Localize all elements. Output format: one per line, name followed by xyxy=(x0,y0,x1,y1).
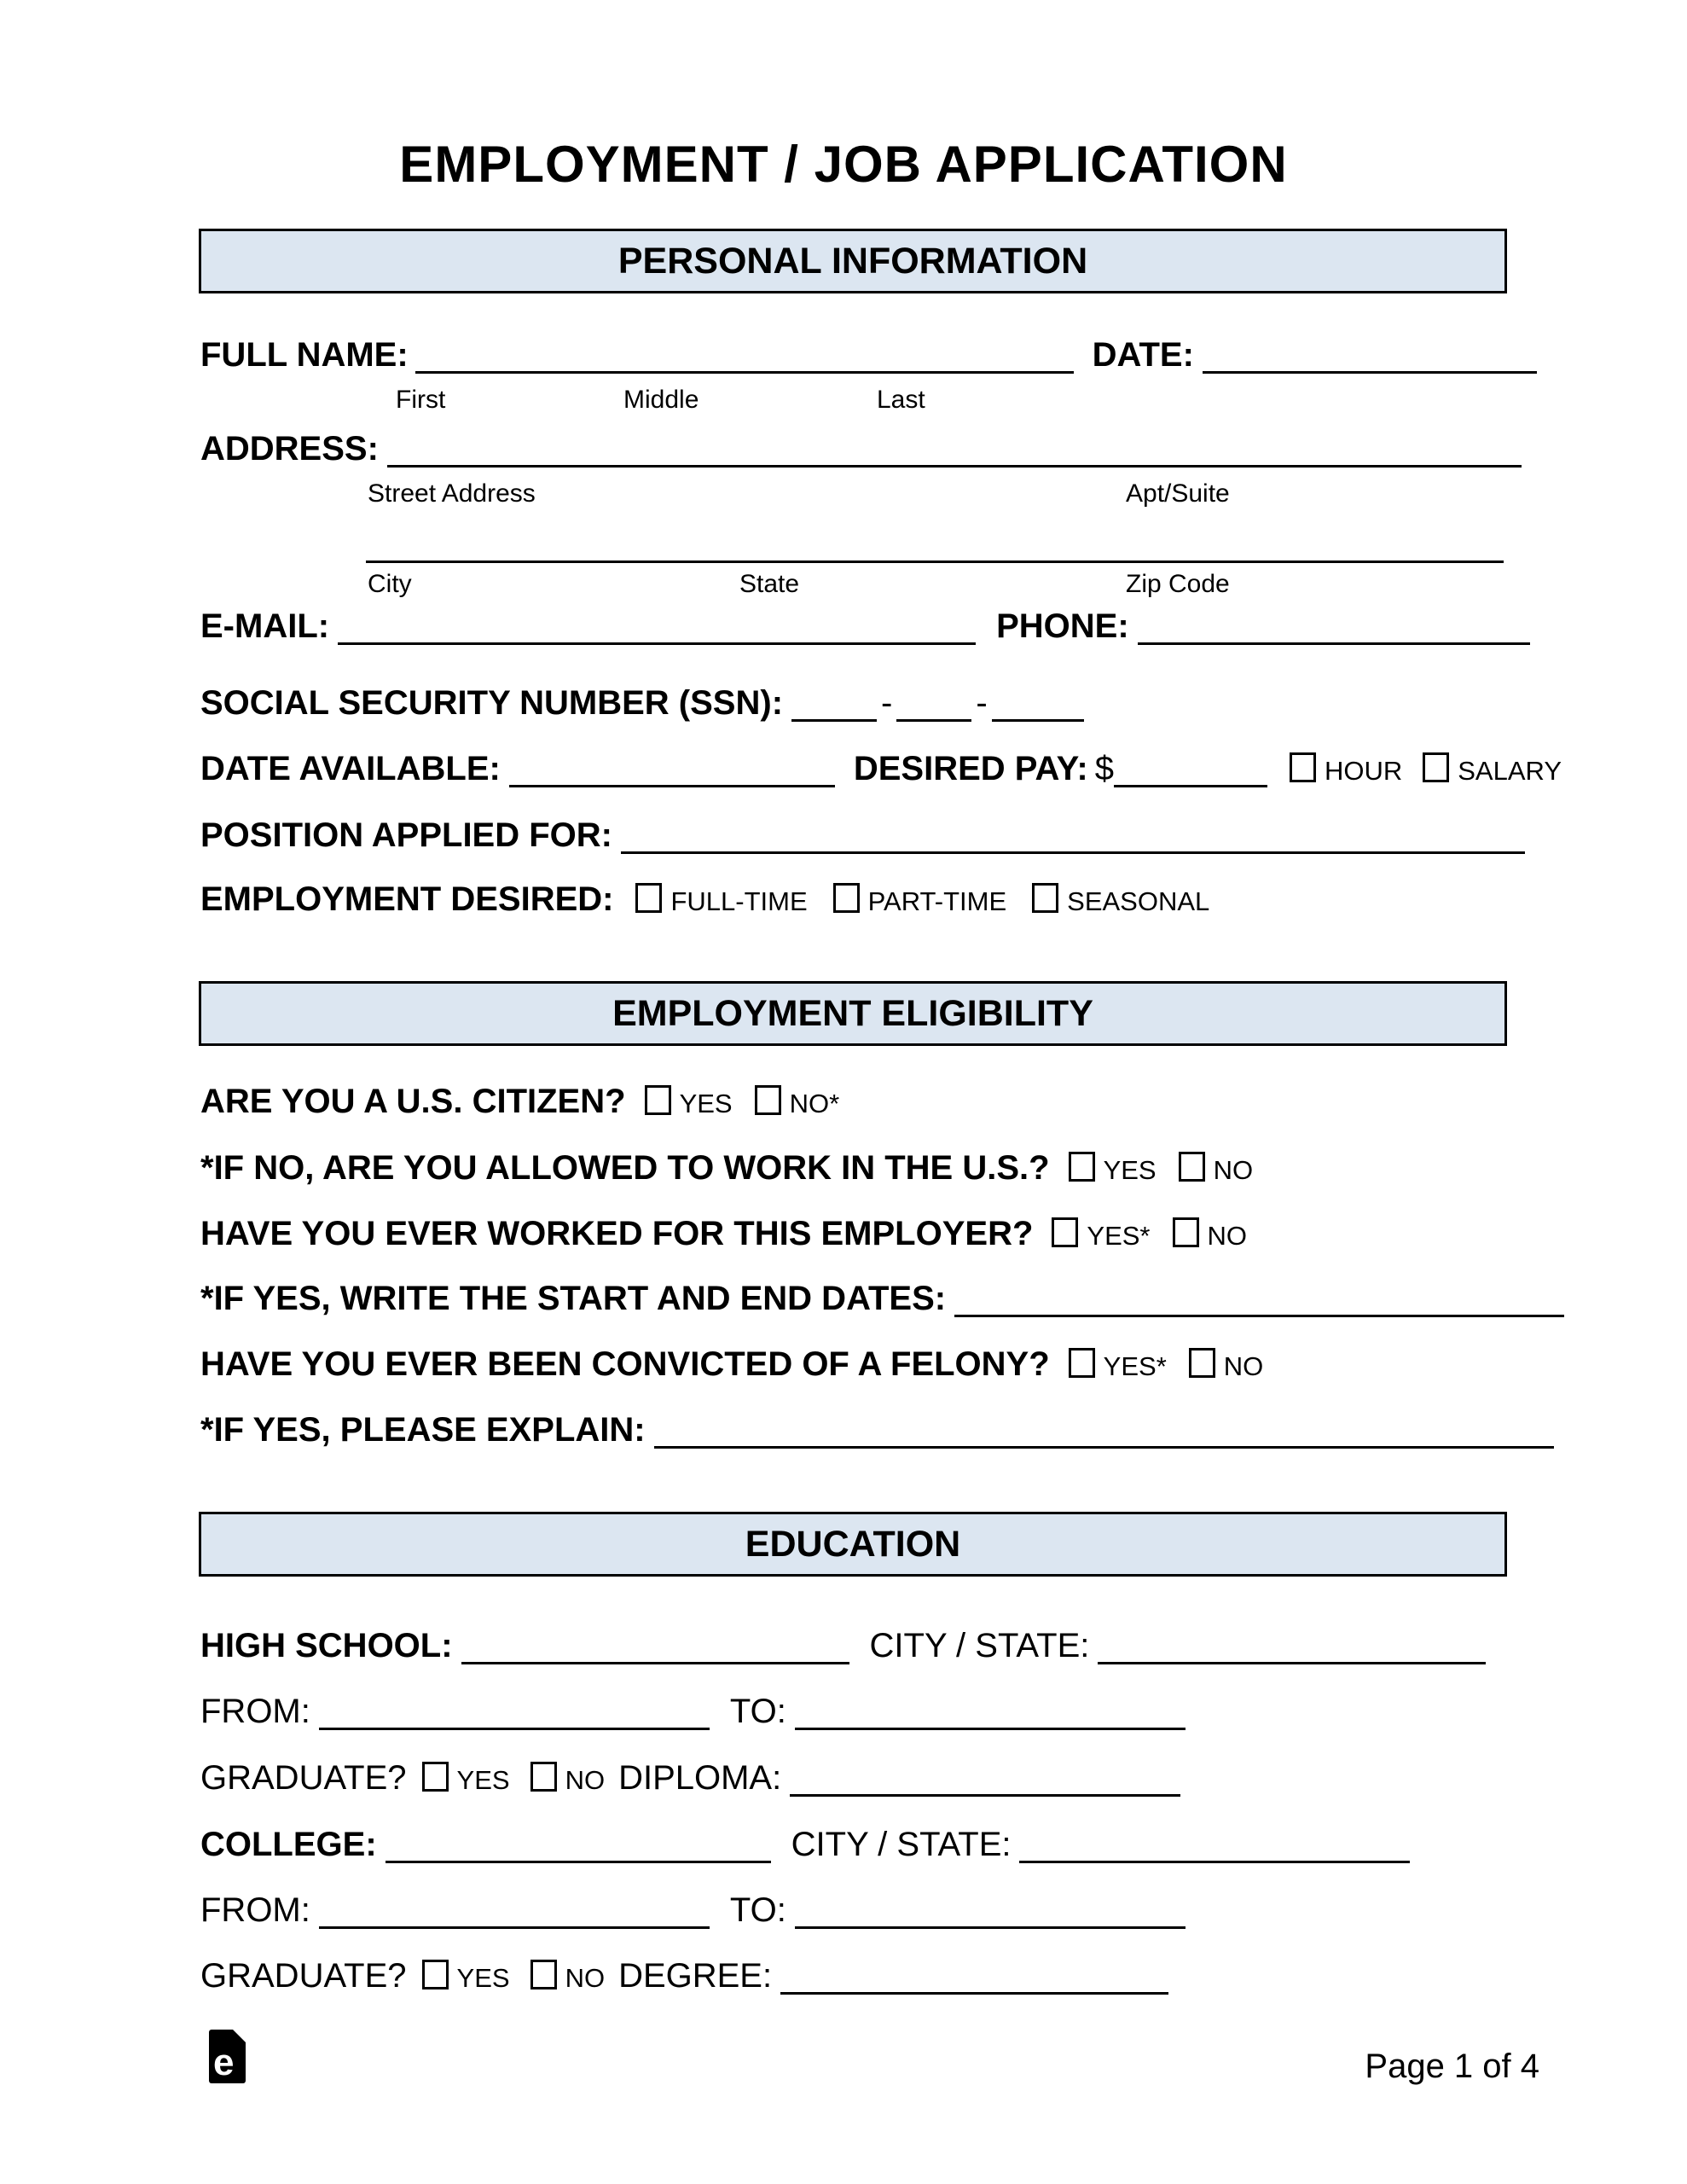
date-available-label: DATE AVAILABLE: xyxy=(200,750,501,787)
college-graduate-yes-checkbox[interactable] xyxy=(422,1960,449,1989)
first-name-sublabel: First xyxy=(396,386,446,414)
hs-city-state-label: CITY / STATE: xyxy=(869,1627,1090,1664)
ssn-row xyxy=(200,684,1084,723)
felony-question-row xyxy=(200,1345,1263,1384)
city-sublabel: City xyxy=(368,570,412,598)
felony-yes-checkbox[interactable] xyxy=(1069,1348,1095,1378)
middle-name-sublabel: Middle xyxy=(623,386,699,414)
college-city-state-label: CITY / STATE: xyxy=(791,1826,1012,1863)
address-label: ADDRESS: xyxy=(200,430,379,468)
part-time-checkbox[interactable] xyxy=(833,883,860,913)
citizen-yes-checkbox[interactable] xyxy=(645,1085,671,1115)
hs-graduate-label: GRADUATE? xyxy=(200,1759,407,1797)
worked-before-yes-checkbox[interactable] xyxy=(1052,1217,1078,1247)
street-address-input-line[interactable] xyxy=(387,455,1522,468)
worked-before-no-checkbox[interactable] xyxy=(1173,1217,1199,1247)
felony-explain-row xyxy=(200,1411,1554,1449)
college-graduate-yes-label: YES xyxy=(456,1963,510,1993)
full-name-input-line[interactable] xyxy=(415,361,1074,374)
college-dates-row xyxy=(200,1891,1186,1930)
degree-label: DEGREE: xyxy=(618,1957,773,1995)
page-number-label: Page 1 of 4 xyxy=(1365,2048,1539,2085)
date-available-pay-row xyxy=(200,750,1562,788)
ssn-part2-input-line[interactable] xyxy=(896,709,971,722)
position-input-line[interactable] xyxy=(621,841,1525,854)
ssn-part3-input-line[interactable] xyxy=(992,709,1084,722)
hs-from-input-line[interactable] xyxy=(319,1717,710,1730)
felony-no-checkbox[interactable] xyxy=(1189,1348,1215,1378)
address-row xyxy=(200,430,1522,468)
college-from-label: FROM: xyxy=(200,1891,310,1929)
apt-suite-sublabel: Apt/Suite xyxy=(1126,479,1230,508)
section-header-education: EDUCATION xyxy=(199,1512,1507,1577)
hs-to-input-line[interactable] xyxy=(795,1717,1186,1730)
diploma-label: DIPLOMA: xyxy=(618,1759,782,1797)
felony-no-label: NO xyxy=(1223,1351,1264,1381)
zip-code-sublabel: Zip Code xyxy=(1126,570,1230,598)
worked-before-yes-label: YES* xyxy=(1087,1221,1151,1251)
street-address-sublabel: Street Address xyxy=(368,479,536,508)
date-input-line[interactable] xyxy=(1203,361,1537,374)
page-title: EMPLOYMENT / JOB APPLICATION xyxy=(399,136,1288,193)
felony-yes-label: YES* xyxy=(1103,1351,1167,1381)
allowed-work-no-label: NO xyxy=(1213,1155,1254,1185)
logo-letter: e xyxy=(213,2042,235,2083)
college-graduate-no-checkbox[interactable] xyxy=(530,1960,557,1989)
hs-graduate-no-checkbox[interactable] xyxy=(530,1762,557,1792)
college-graduate-label: GRADUATE? xyxy=(200,1957,407,1995)
hs-graduate-yes-checkbox[interactable] xyxy=(422,1762,449,1792)
salary-checkbox[interactable] xyxy=(1423,752,1449,782)
ssn-dash-1: - xyxy=(881,684,893,722)
college-input-line[interactable] xyxy=(386,1850,771,1863)
employment-desired-label: EMPLOYMENT DESIRED: xyxy=(200,880,614,918)
seasonal-checkbox[interactable] xyxy=(1032,883,1058,913)
allowed-work-question-row xyxy=(200,1149,1253,1188)
college-to-label: TO: xyxy=(729,1891,786,1929)
full-name-date-row xyxy=(200,336,1537,375)
state-sublabel: State xyxy=(739,570,800,598)
hs-from-label: FROM: xyxy=(200,1693,310,1730)
email-input-line[interactable] xyxy=(338,632,976,645)
hs-graduate-yes-label: YES xyxy=(456,1765,510,1795)
email-label: E-MAIL: xyxy=(200,607,330,645)
position-row xyxy=(200,816,1525,855)
currency-symbol: $ xyxy=(1094,750,1114,787)
worked-before-question-label: HAVE YOU EVER WORKED FOR THIS EMPLOYER? xyxy=(200,1215,1034,1252)
citizen-no-checkbox[interactable] xyxy=(755,1085,781,1115)
full-time-option-label: FULL-TIME xyxy=(670,886,808,916)
hour-option-label: HOUR xyxy=(1324,756,1403,786)
eforms-logo-icon xyxy=(209,2030,246,2083)
city-state-zip-input-line[interactable] xyxy=(366,522,1504,563)
college-label: COLLEGE: xyxy=(200,1826,377,1863)
full-name-label: FULL NAME: xyxy=(200,336,409,374)
allowed-work-question-label: *IF NO, ARE YOU ALLOWED TO WORK IN THE U.S.? xyxy=(200,1149,1050,1187)
high-school-label: HIGH SCHOOL: xyxy=(200,1627,453,1664)
college-city-state-input-line[interactable] xyxy=(1019,1850,1410,1863)
salary-option-label: SALARY xyxy=(1458,756,1562,786)
college-to-input-line[interactable] xyxy=(795,1916,1186,1929)
employment-desired-row xyxy=(200,880,1209,919)
ssn-label: SOCIAL SECURITY NUMBER (SSN): xyxy=(200,684,784,722)
section-header-employment-eligibility: EMPLOYMENT ELIGIBILITY xyxy=(199,981,1507,1046)
phone-input-line[interactable] xyxy=(1138,632,1530,645)
desired-pay-label: DESIRED PAY: xyxy=(853,750,1088,787)
high-school-input-line[interactable] xyxy=(461,1652,849,1664)
start-end-dates-input-line[interactable] xyxy=(954,1304,1564,1317)
citizen-yes-label: YES xyxy=(679,1089,733,1118)
section-header-personal-information: PERSONAL INFORMATION xyxy=(199,229,1507,293)
worked-before-no-label: NO xyxy=(1207,1221,1247,1251)
citizen-no-label: NO* xyxy=(789,1089,840,1118)
date-available-input-line[interactable] xyxy=(509,775,835,787)
start-end-dates-label: *IF YES, WRITE THE START AND END DATES: xyxy=(200,1280,947,1317)
citizen-question-label: ARE YOU A U.S. CITIZEN? xyxy=(200,1083,626,1120)
date-label: DATE: xyxy=(1092,336,1194,374)
high-school-graduate-row xyxy=(200,1759,1180,1798)
felony-explain-input-line[interactable] xyxy=(654,1436,1554,1449)
last-name-sublabel: Last xyxy=(877,386,925,414)
hour-checkbox[interactable] xyxy=(1290,752,1316,782)
citizen-question-row xyxy=(200,1083,839,1121)
folded-corner-icon xyxy=(232,2029,246,2043)
full-time-checkbox[interactable] xyxy=(635,883,662,913)
high-school-dates-row xyxy=(200,1693,1186,1731)
worked-before-question-row xyxy=(200,1215,1247,1253)
felony-explain-label: *IF YES, PLEASE EXPLAIN: xyxy=(200,1411,646,1449)
ssn-part1-input-line[interactable] xyxy=(791,709,877,722)
high-school-row xyxy=(200,1627,1486,1665)
degree-input-line[interactable] xyxy=(780,1982,1168,1995)
hs-city-state-input-line[interactable] xyxy=(1098,1652,1486,1664)
hs-to-label: TO: xyxy=(729,1693,786,1730)
phone-label: PHONE: xyxy=(996,607,1129,645)
ssn-dash-2: - xyxy=(976,684,988,722)
allowed-work-yes-label: YES xyxy=(1103,1155,1157,1185)
allowed-work-no-checkbox[interactable] xyxy=(1179,1152,1205,1182)
start-end-dates-row xyxy=(200,1280,1564,1318)
diploma-input-line[interactable] xyxy=(790,1784,1180,1797)
college-graduate-row xyxy=(200,1957,1168,1995)
college-graduate-no-label: NO xyxy=(565,1963,606,1993)
position-applied-label: POSITION APPLIED FOR: xyxy=(200,816,612,854)
college-from-input-line[interactable] xyxy=(319,1916,710,1929)
felony-question-label: HAVE YOU EVER BEEN CONVICTED OF A FELONY? xyxy=(200,1345,1050,1383)
part-time-option-label: PART-TIME xyxy=(867,886,1007,916)
desired-pay-input-line[interactable] xyxy=(1114,775,1267,787)
seasonal-option-label: SEASONAL xyxy=(1067,886,1210,916)
college-row xyxy=(200,1826,1410,1864)
hs-graduate-no-label: NO xyxy=(565,1765,606,1795)
allowed-work-yes-checkbox[interactable] xyxy=(1069,1152,1095,1182)
email-phone-row xyxy=(200,607,1530,646)
